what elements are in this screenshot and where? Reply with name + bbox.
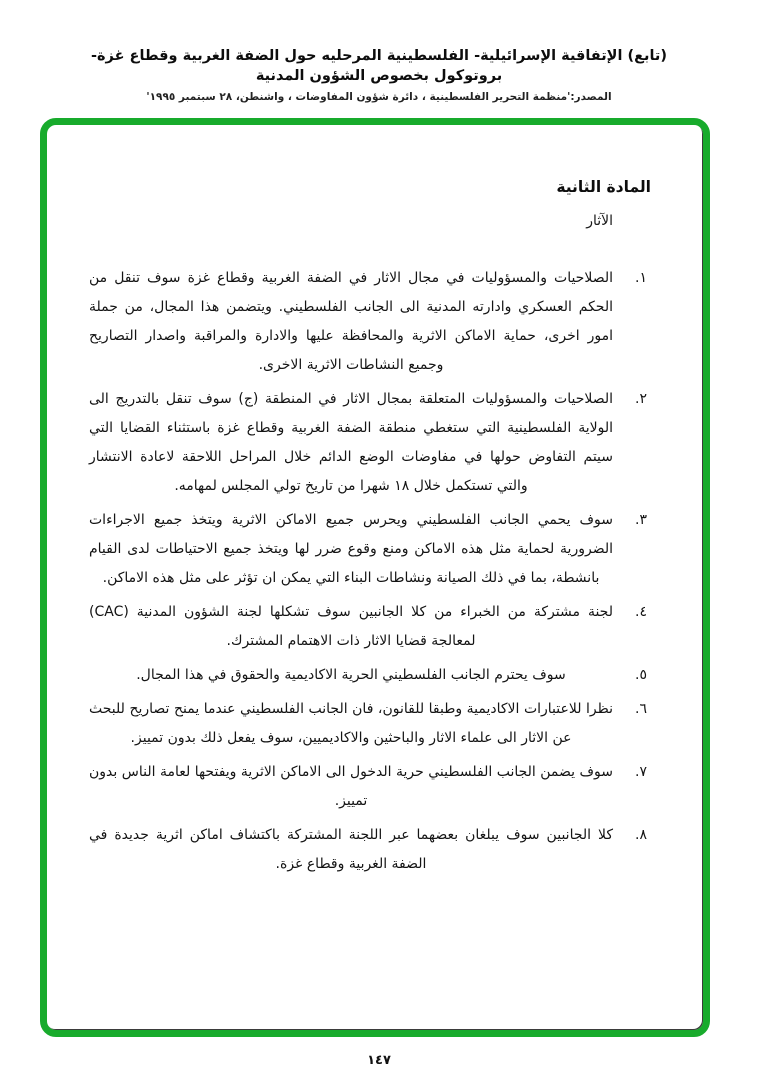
list-item-text: نظرا للاعتبارات الاكاديمية وطبقا للقانون، فان الجانب الفلسطيني عندما يمنح تصاريح للبحث عن الاثار الى علماء الاثار والباحثين والاكاديميين، سوف يفعل ذلك بدون تمييز. bbox=[89, 701, 613, 746]
list-item-text: سوف يضمن الجانب الفلسطيني حرية الدخول الى الاماكن الاثرية ويفتحها لعامة الناس بدون تمييز. bbox=[89, 764, 613, 809]
list-item bbox=[89, 821, 651, 879]
list-item-number: ١. bbox=[635, 270, 647, 286]
list-item bbox=[89, 758, 651, 816]
list-item bbox=[89, 695, 651, 753]
page-header bbox=[0, 46, 758, 103]
list-item-number: ٦. bbox=[635, 701, 647, 717]
list-item-text: سوف يحترم الجانب الفلسطيني الحرية الاكاديمية والحقوق في هذا المجال. bbox=[136, 667, 566, 683]
list-item-text: لجنة مشتركة من الخبراء من كلا الجانبين سوف تشكلها لجنة الشؤون المدنية (CAC) لمعالجة قضايا الاثار ذات الاهتمام المشترك. bbox=[89, 604, 613, 649]
list-item bbox=[89, 385, 651, 501]
article-heading: المادة الثانية bbox=[556, 178, 651, 196]
article-items-list bbox=[89, 264, 651, 879]
list-item-number: ٤. bbox=[635, 604, 647, 620]
list-item bbox=[89, 506, 651, 593]
list-item-number: ٨. bbox=[635, 827, 647, 843]
list-item bbox=[89, 264, 651, 380]
list-item-text: الصلاحيات والمسؤوليات في مجال الاثار في الضفة الغربية وقطاع غزة سوف تنقل من الحكم العسكري وادارته المدنية الى الجانب الفلسطيني. ويتضمن هذا المجال، من جملة امور اخرى، حماية الاماكن الاثرية والمحافظة عليها والادارة والمراقبة واصدار التصاريح وجميع النشاطات الاثرية الاخرى. bbox=[89, 270, 613, 373]
list-item-number: ٣. bbox=[635, 512, 647, 528]
document-body bbox=[47, 125, 703, 1030]
list-item-text: كلا الجانبين سوف يبلغان بعضهما عبر اللجنة المشتركة باكتشاف اماكن اثرية جديدة في الضفة الغربية وقطاع غزة. bbox=[89, 827, 613, 872]
list-item-number: ٧. bbox=[635, 764, 647, 780]
list-item-text: الصلاحيات والمسؤوليات المتعلقة بمجال الاثار في المنطقة (ج) سوف تنقل بالتدريج الى الولاية الفلسطينية التي ستغطي منطقة الضفة الغربية وقطاع غزة باستثناء القضايا التي سيتم التفاوض حولها في مفاوضات الوضع الدائم خلال المراحل اللاحقة لاعادة الانتشار والتي تستكمل خلال ١٨ شهرا من تاريخ تولي المجلس لمهامه. bbox=[89, 391, 613, 494]
article-subheading: الآثار bbox=[586, 213, 613, 229]
list-item bbox=[89, 661, 651, 690]
list-item-number: ٥. bbox=[635, 667, 647, 683]
document-frame bbox=[40, 118, 710, 1037]
page-number: ١٤٧ bbox=[367, 1053, 391, 1068]
list-item-text: سوف يحمي الجانب الفلسطيني ويحرس جميع الاماكن الاثرية ويتخذ جميع الاجراءات الضرورية لحماية مثل هذه الاماكن ومنع وقوع ضرر لها ويتخذ جميع الاحتياطات لدى القيام بانشطة، بما في ذلك الصيانة ونشاطات البناء التي يمكن ان تؤثر على مثل هذه الاماكن. bbox=[89, 512, 613, 586]
document-title: (تابع) الإتفاقية الإسرائيلية- الفلسطينية المرحليه حول الضفة الغربية وقطاع غزة- بروتوكول بخصوص الشؤون المدنية bbox=[90, 48, 667, 84]
list-item bbox=[89, 598, 651, 656]
document-source-line: المصدر:'منظمة التحرير الفلسطينية ، دائرة شؤون المفاوضات ، واشنطن، ٢٨ سبتمبر ١٩٩٥' bbox=[146, 91, 612, 103]
list-item-number: ٢. bbox=[635, 391, 647, 407]
